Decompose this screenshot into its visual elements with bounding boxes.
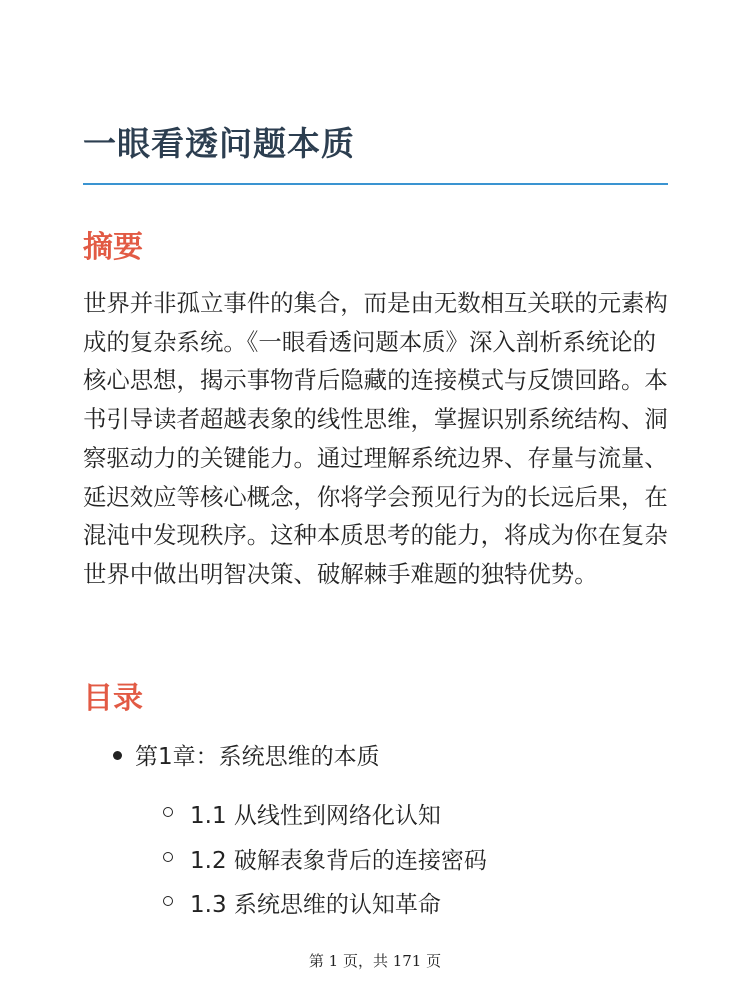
toc-heading: 目录: [83, 681, 143, 716]
toc-chapter-bullet: [113, 751, 122, 760]
summary-heading: 摘要: [83, 230, 143, 265]
title-divider: [83, 183, 668, 185]
toc-chapter-1[interactable]: 第1章：系统思维的本质: [135, 744, 380, 770]
toc-section-1-3[interactable]: 1.3 系统思维的认知革命: [190, 892, 441, 918]
toc-section-1-1[interactable]: 1.1 从线性到网络化认知: [190, 803, 441, 829]
toc-section-1-2[interactable]: 1.2 破解表象背后的连接密码: [190, 848, 487, 874]
summary-paragraph: 世界并非孤立事件的集合，而是由无数相互关联的元素构成的复杂系统。《一眼看透问题本质》深入剖析系统论的核心思想，揭示事物背后隐藏的连接模式与反馈回路。本书引导读者超越表象的线性思维，掌握识别系统结构、洞察驱动力的关键能力。通过理解系统边界、存量与流量、延迟效应等核心概念，你将学会预见行为的长远后果，在混沌中发现秩序。这种本质思考的能力，将成为你在复杂世界中做出明智决策、破解棘手难题的独特优势。: [83, 289, 668, 588]
book-title: 一眼看透问题本质: [83, 124, 355, 163]
toc-section-bullet: [163, 852, 173, 862]
toc-section-bullet: [163, 896, 173, 906]
page-number: 第 1 页，共 171 页: [308, 952, 442, 970]
toc-section-bullet: [163, 807, 173, 817]
